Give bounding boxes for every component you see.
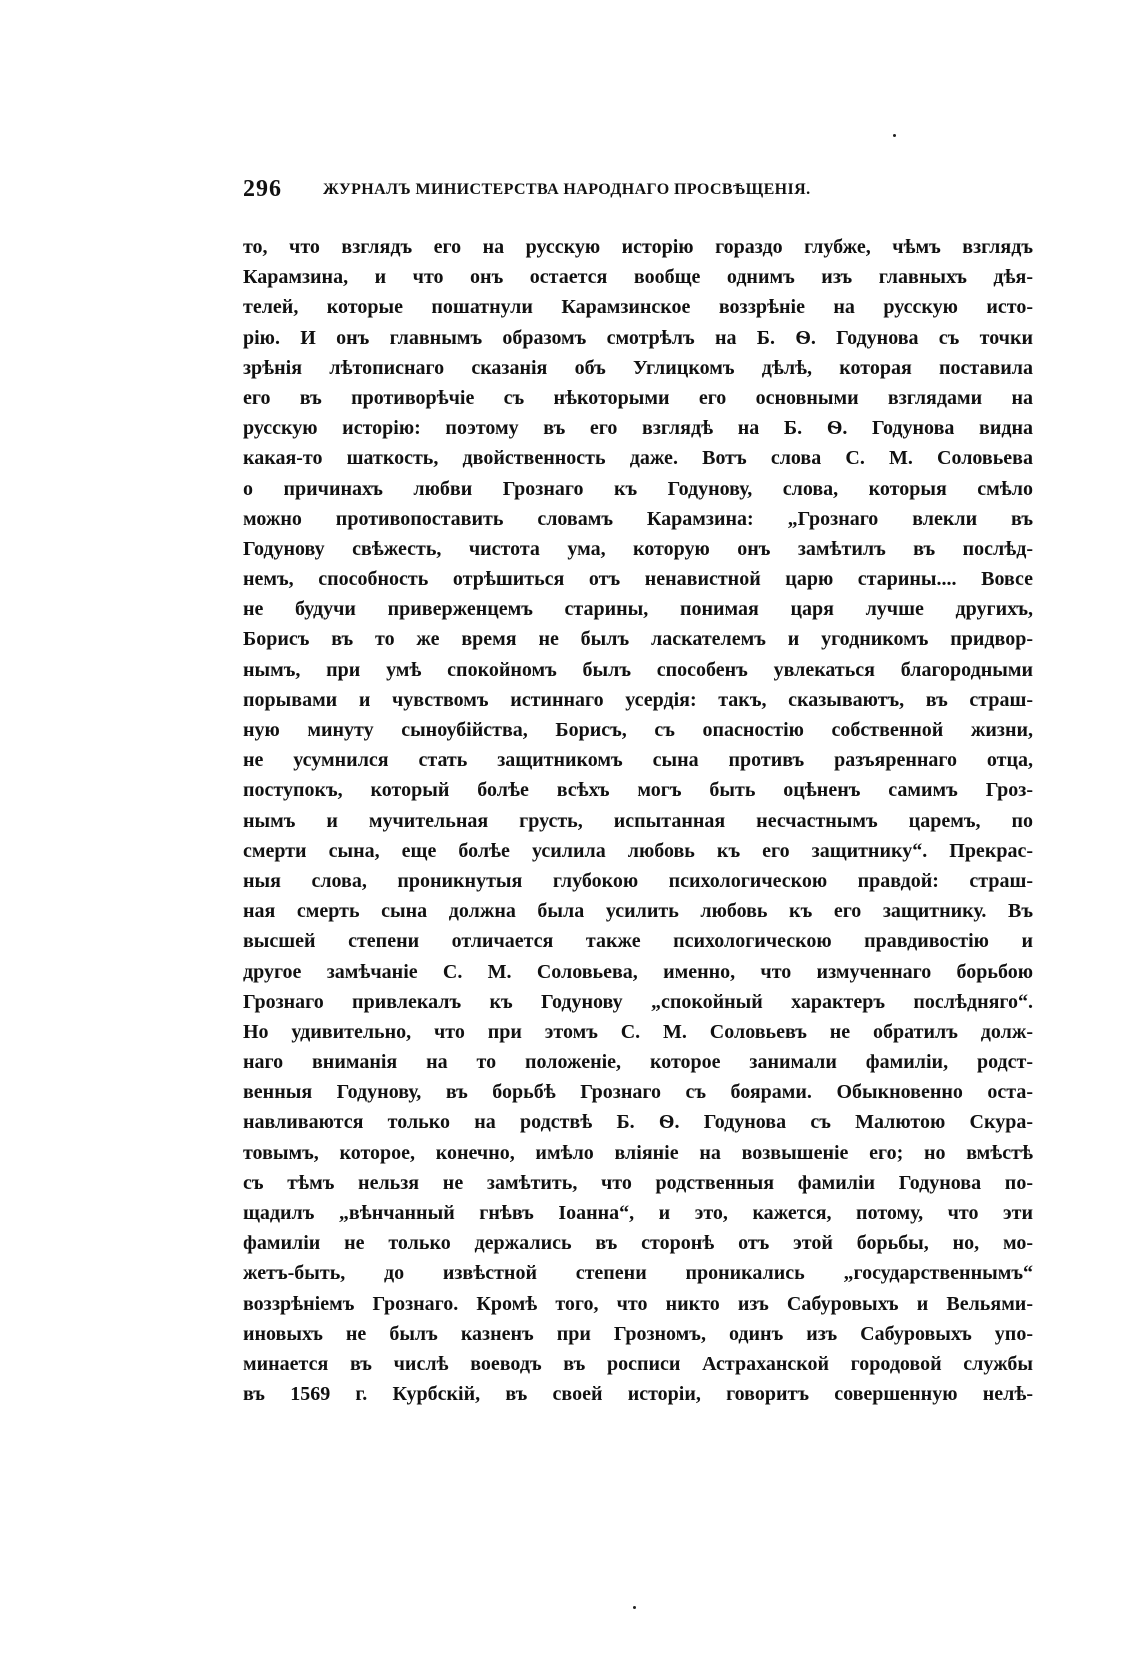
text-line: Грознаго привлекалъ къ Годунову „спокойный характеръ послѣдняго“. (243, 990, 1033, 1013)
text-line: въ 1569 г. Курбскій, въ своей исторіи, говоритъ совершенную нелѣ- (243, 1383, 1033, 1406)
text-line: немъ, способность отрѣшиться отъ ненавистной царю старины.... Вовсе (243, 568, 1033, 591)
text-line: жетъ-быть, до извѣстной степени проникались „государственнымъ“ (243, 1262, 1033, 1285)
text-line: порывами и чувствомъ истиннаго усердія: такъ, сказываютъ, въ страш- (243, 688, 1033, 711)
text-line: Годунову свѣжесть, чистота ума, которую онъ замѣтилъ въ послѣд- (243, 537, 1033, 560)
text-line: нымъ, при умѣ спокойномъ былъ способенъ увлекаться благородными (243, 658, 1033, 681)
text-line: ная смерть сына должна была усилить любовь къ его защитнику. Въ (243, 900, 1033, 923)
text-line: навливаются только на родствѣ Б. Ѳ. Годунова съ Малютою Скура- (243, 1111, 1033, 1134)
text-line: зрѣнія лѣтописнаго сказанія объ Углицкомъ дѣлѣ, которая поставила (243, 356, 1033, 379)
running-title: ЖУРНАЛЪ МИНИСТЕРСТВА НАРОДНАГО ПРОСВѢЩЕНІЯ. (323, 181, 811, 198)
text-line: какая-то шаткость, двойственность даже. Вотъ слова С. М. Соловьева (243, 447, 1033, 470)
text-line: воззрѣніемъ Грознаго. Кромѣ того, что никто изъ Сабуровыхъ и Вельями- (243, 1292, 1033, 1315)
text-line: не усумнился стать защитникомъ сына противъ разъяреннаго отца, (243, 749, 1033, 772)
text-line: смерти сына, еще болѣе усилила любовь къ его защитнику“. Прекрас- (243, 839, 1033, 862)
text-line: то, что взглядъ его на русскую исторію гораздо глубже, чѣмъ взглядъ (243, 236, 1033, 258)
text-line: о причинахъ любви Грознаго къ Годунову, слова, которыя смѣло (243, 477, 1033, 500)
text-line: нымъ и мучительная грусть, испытанная несчастнымъ царемъ, по (243, 809, 1033, 832)
text-line: ную минуту сыноубійства, Борисъ, съ опасностію собственной жизни, (243, 719, 1033, 741)
text-line: минается въ числѣ воеводъ въ росписи Астраханской городовой службы (243, 1352, 1033, 1375)
text-line: поступокъ, который болѣе всѣхъ могъ быть оцѣненъ самимъ Гроз- (243, 779, 1033, 802)
page-number: 296 (243, 176, 282, 202)
text-line: щадилъ „вѣнчанный гнѣвъ Іоанна“, и это, кажется, потому, что эти (243, 1202, 1033, 1224)
body-text (243, 232, 1033, 1409)
text-line: Борисъ въ то же время не былъ ласкателемъ и угодникомъ придвор- (243, 628, 1033, 651)
scan-speck-bottom (633, 1606, 636, 1609)
text-line: другое замѣчаніе С. М. Соловьева, именно, что измученнаго борьбою (243, 960, 1033, 983)
text-line: венныя Годунову, въ борьбѣ Грознаго съ боярами. Обыкновенно оста- (243, 1081, 1033, 1104)
text-line: товымъ, которое, конечно, имѣло вліяніе на возвышеніе его; но вмѣстѣ (243, 1141, 1033, 1164)
text-line: иновыхъ не былъ казненъ при Грозномъ, одинъ изъ Сабуровыхъ упо- (243, 1322, 1033, 1345)
text-line: съ тѣмъ нельзя не замѣтить, что родственныя фамиліи Годунова по- (243, 1171, 1033, 1194)
text-line: наго вниманія на то положеніе, которое занимали фамиліи, родст- (243, 1051, 1033, 1074)
text-line: высшей степени отличается также психологическою правдивостію и (243, 930, 1033, 953)
text-line: Но удивительно, что при этомъ С. М. Соловьевъ не обратилъ долж- (243, 1020, 1033, 1043)
text-line: ныя слова, проникнутыя глубокою психологическою правдой: страш- (243, 869, 1033, 892)
page-header (243, 176, 1023, 206)
text-line: телей, которые пошатнули Карамзинское воззрѣніе на русскую исто- (243, 296, 1033, 319)
text-line: Карамзина, и что онъ остается вообще однимъ изъ главныхъ дѣя- (243, 266, 1033, 289)
text-line: можно противопоставить словамъ Карамзина: „Грознаго влекли въ (243, 507, 1033, 530)
text-line: фамиліи не только держались въ сторонѣ отъ этой борьбы, но, мо- (243, 1232, 1033, 1255)
text-line: его въ противорѣчіе съ нѣкоторыми его основными взглядами на (243, 386, 1033, 409)
scan-speck-top (893, 134, 896, 137)
text-line: не будучи приверженцемъ старины, понимая царя лучше другихъ, (243, 598, 1033, 621)
text-line: рію. И онъ главнымъ образомъ смотрѣлъ на Б. Ѳ. Годунова съ точки (243, 326, 1033, 349)
text-line: русскую исторію: поэтому въ его взглядѣ на Б. Ѳ. Годунова видна (243, 417, 1033, 440)
